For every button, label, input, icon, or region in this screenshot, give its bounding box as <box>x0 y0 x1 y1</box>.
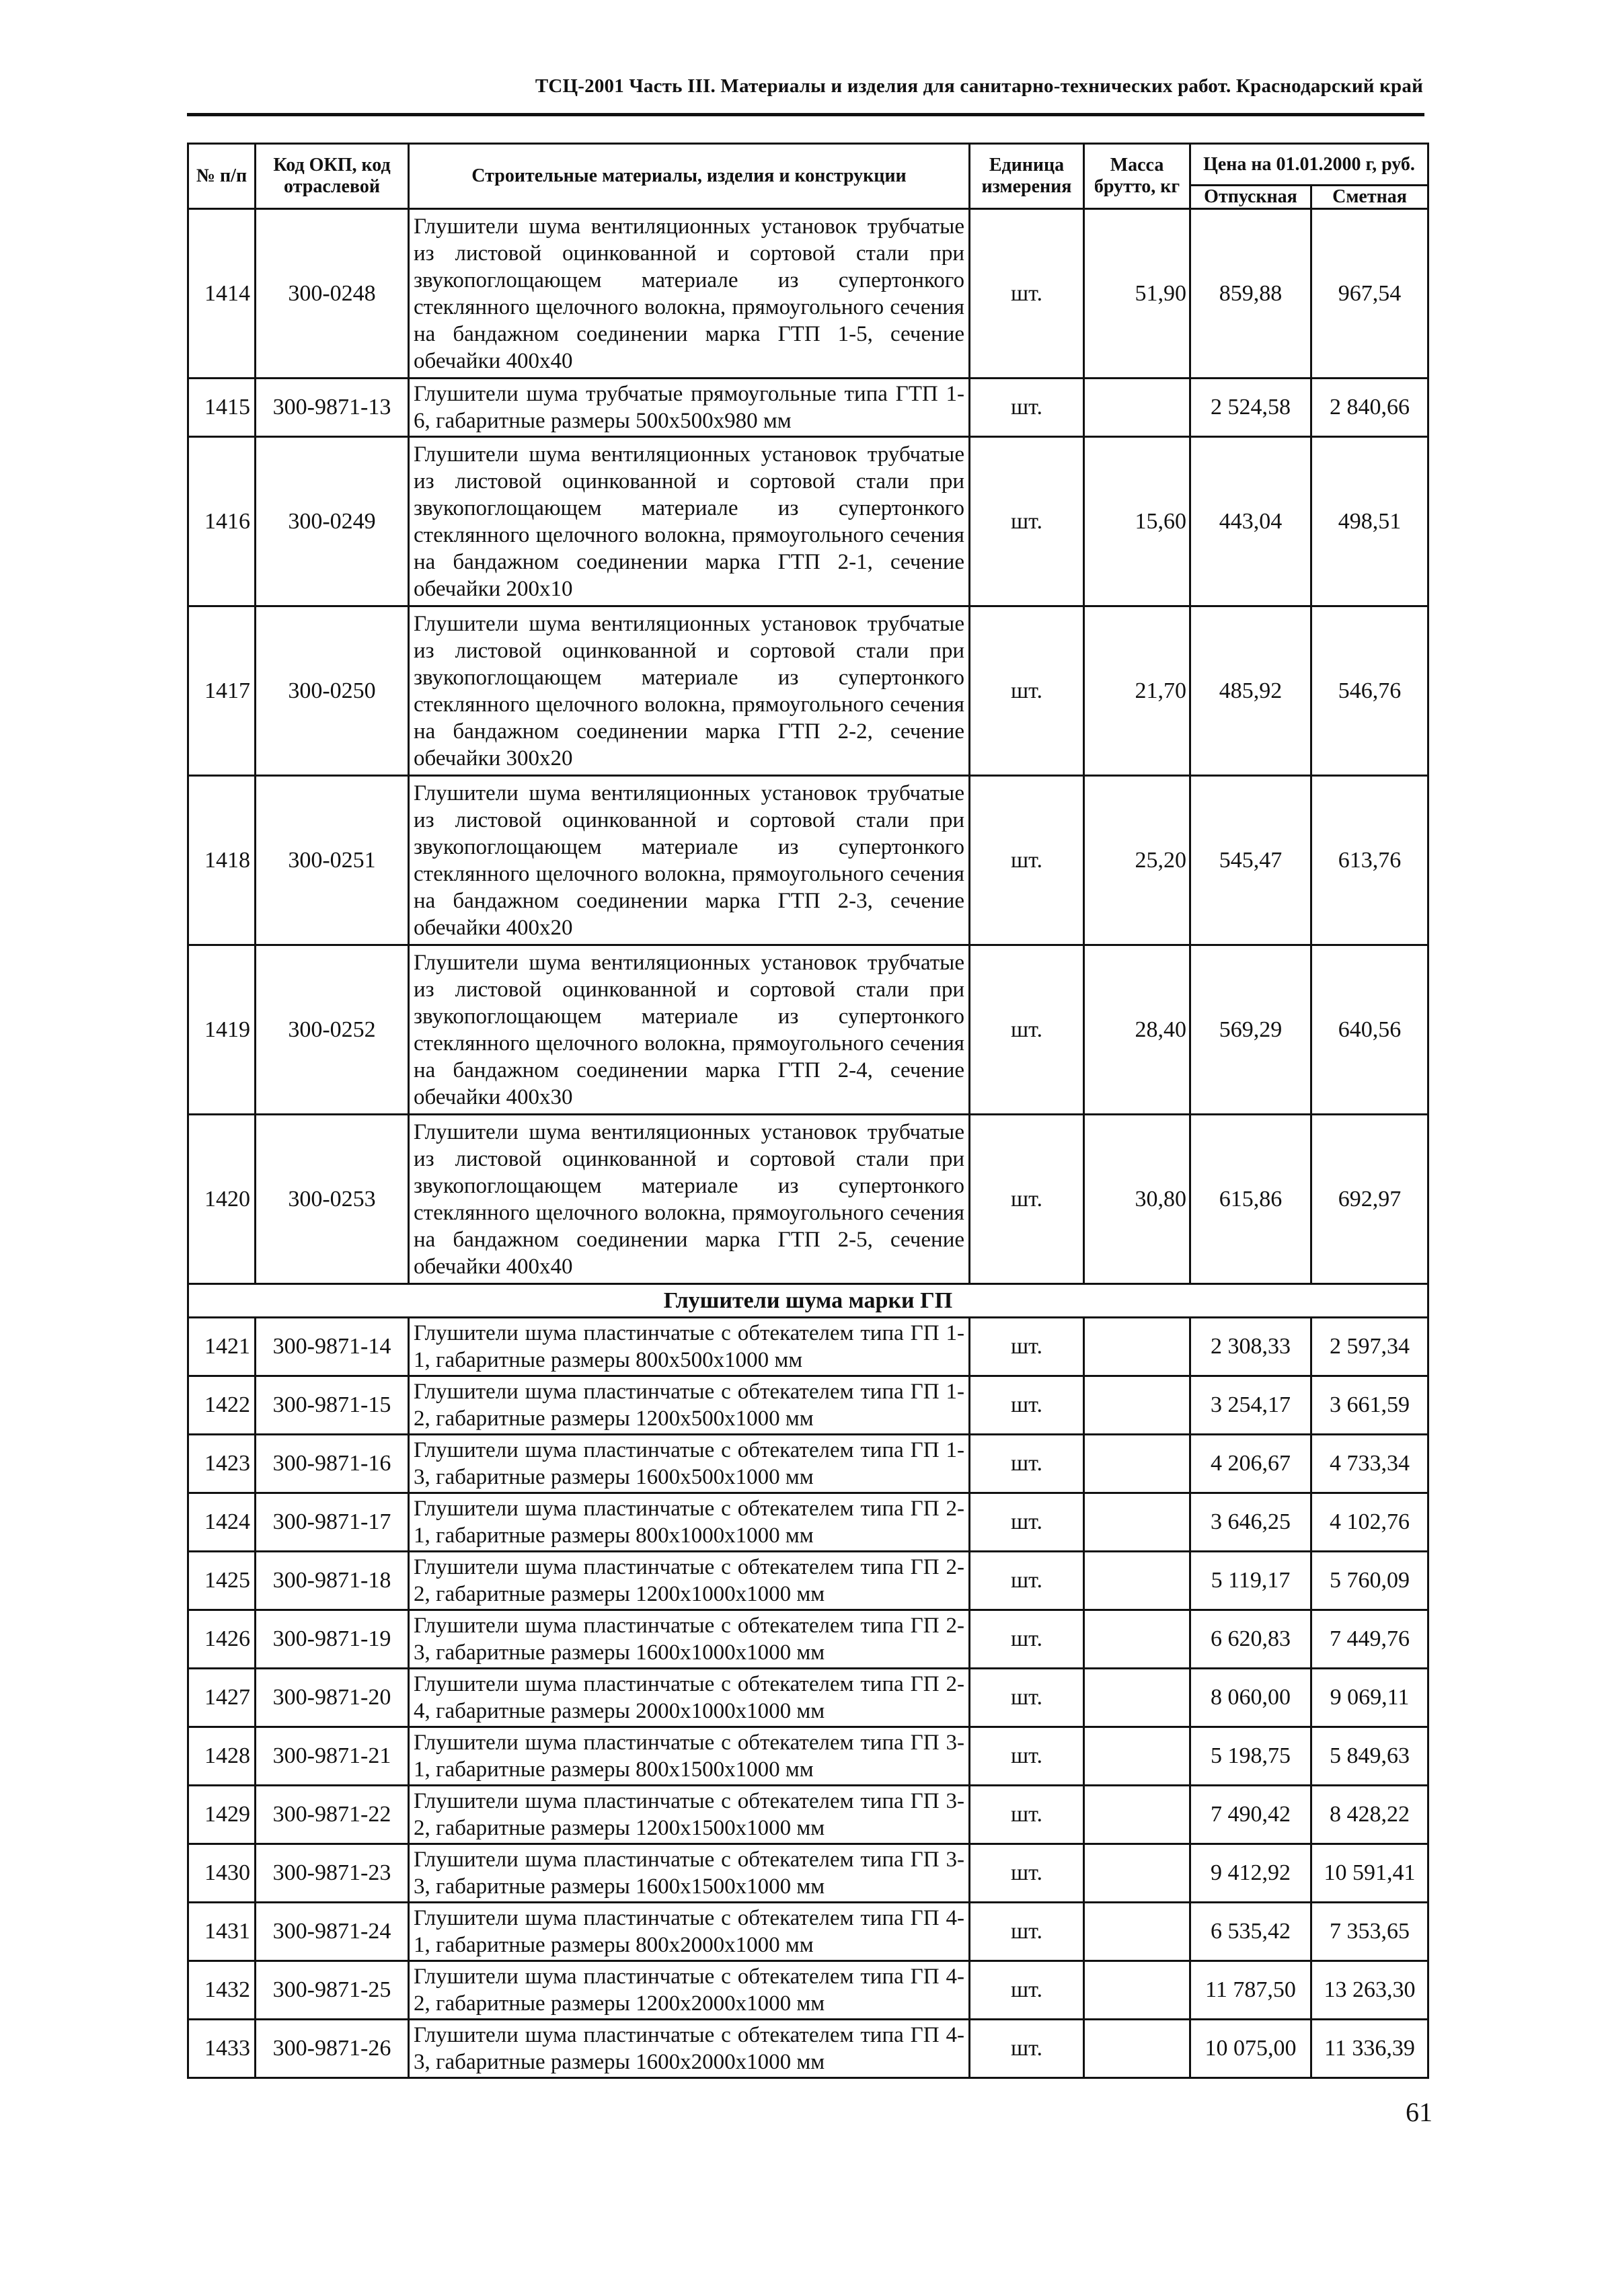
row-mass <box>1084 1318 1190 1376</box>
row-unit: шт. <box>970 1493 1084 1552</box>
table-row <box>188 1786 1428 1844</box>
row-unit: шт. <box>970 1727 1084 1786</box>
row-description: Глушители шума пластинчатые с обтекателем типа ГП 2-3, габаритные размеры 1600х1000х1000 мм <box>409 1610 970 1669</box>
row-code: 300-9871-13 <box>256 379 409 437</box>
table-row <box>188 437 1428 606</box>
col-price-estimate-header: Сметная <box>1311 186 1428 209</box>
row-description: Глушители шума пластинчатые с обтекателем типа ГП 3-3, габаритные размеры 1600х1500х1000 мм <box>409 1844 970 1903</box>
row-price-estimate: 5 849,63 <box>1311 1727 1428 1786</box>
table-row <box>188 945 1428 1115</box>
row-number: 1420 <box>188 1115 256 1284</box>
row-price-estimate: 546,76 <box>1311 606 1428 776</box>
row-description: Глушители шума пластинчатые с обтекателем типа ГП 3-2, габаритные размеры 1200х1500х1000 мм <box>409 1786 970 1844</box>
row-code: 300-9871-21 <box>256 1727 409 1786</box>
row-description: Глушители шума пластинчатые с обтекателем типа ГП 1-3, габаритные размеры 1600х500х1000 мм <box>409 1435 970 1493</box>
table-body-gp <box>188 1318 1428 2078</box>
row-price-release: 2 308,33 <box>1190 1318 1311 1376</box>
row-price-release: 5 198,75 <box>1190 1727 1311 1786</box>
row-mass <box>1084 2020 1190 2078</box>
table-row <box>188 1961 1428 2020</box>
row-description: Глушители шума вентиляционных установок трубчатые из листовой оцинкованной и сортовой стали при звукопоглощающем материале из супертонкого стеклянного щелочного волокна, прямоугольного сечения на бандажном соединении марка ГТП 2-4, сечение обечайки 400х30 <box>409 945 970 1115</box>
row-number: 1429 <box>188 1786 256 1844</box>
row-code: 300-9871-18 <box>256 1552 409 1610</box>
row-description: Глушители шума вентиляционных установок трубчатые из листовой оцинкованной и сортовой стали при звукопоглощающем материале из супертонкого стеклянного щелочного волокна, прямоугольного сечения на бандажном соединении марка ГТП 2-1, сечение обечайки 200х10 <box>409 437 970 606</box>
row-description: Глушители шума вентиляционных установок трубчатые из листовой оцинкованной и сортовой стали при звукопоглощающем материале из супертонкого стеклянного щелочного волокна, прямоугольного сечения на бандажном соединении марка ГТП 2-5, сечение обечайки 400х40 <box>409 1115 970 1284</box>
row-price-release: 569,29 <box>1190 945 1311 1115</box>
row-price-release: 5 119,17 <box>1190 1552 1311 1610</box>
table-row <box>188 1115 1428 1284</box>
row-unit: шт. <box>970 1552 1084 1610</box>
col-unit-header: Единица измерения <box>970 144 1084 209</box>
row-mass <box>1084 1435 1190 1493</box>
row-price-estimate: 11 336,39 <box>1311 2020 1428 2078</box>
row-price-estimate: 2 840,66 <box>1311 379 1428 437</box>
row-mass <box>1084 1727 1190 1786</box>
row-number: 1426 <box>188 1610 256 1669</box>
row-description: Глушители шума пластинчатые с обтекателем типа ГП 2-1, габаритные размеры 800х1000х1000 мм <box>409 1493 970 1552</box>
row-price-release: 10 075,00 <box>1190 2020 1311 2078</box>
row-description: Глушители шума пластинчатые с обтекателем типа ГП 3-1, габаритные размеры 800х1500х1000 мм <box>409 1727 970 1786</box>
row-code: 300-9871-26 <box>256 2020 409 2078</box>
row-price-estimate: 13 263,30 <box>1311 1961 1428 2020</box>
page-number: 61 <box>1406 2097 1433 2127</box>
row-code: 300-9871-15 <box>256 1376 409 1435</box>
row-unit: шт. <box>970 776 1084 945</box>
row-mass <box>1084 379 1190 437</box>
row-code: 300-0252 <box>256 945 409 1115</box>
table-row <box>188 1376 1428 1435</box>
row-description: Глушители шума вентиляционных установок трубчатые из листовой оцинкованной и сортовой стали при звукопоглощающем материале из супертонкого стеклянного щелочного волокна, прямоугольного сечения на бандажном соединении марка ГТП 1-5, сечение обечайки 400х40 <box>409 209 970 379</box>
row-price-estimate: 7 449,76 <box>1311 1610 1428 1669</box>
row-price-estimate: 967,54 <box>1311 209 1428 379</box>
row-unit: шт. <box>970 1903 1084 1961</box>
row-unit: шт. <box>970 1610 1084 1669</box>
row-mass: 28,40 <box>1084 945 1190 1115</box>
col-name-header: Строительные материалы, изделия и конструкции <box>409 144 970 209</box>
row-code: 300-9871-19 <box>256 1610 409 1669</box>
row-description: Глушители шума пластинчатые с обтекателем типа ГП 1-1, габаритные размеры 800х500х1000 мм <box>409 1318 970 1376</box>
row-price-release: 11 787,50 <box>1190 1961 1311 2020</box>
row-code: 300-0249 <box>256 437 409 606</box>
row-code: 300-9871-17 <box>256 1493 409 1552</box>
page-header <box>187 70 1424 116</box>
row-description: Глушители шума пластинчатые с обтекателем типа ГП 1-2, габаритные размеры 1200х500х1000 мм <box>409 1376 970 1435</box>
row-price-release: 545,47 <box>1190 776 1311 945</box>
row-unit: шт. <box>970 1115 1084 1284</box>
row-mass: 15,60 <box>1084 437 1190 606</box>
row-code: 300-0253 <box>256 1115 409 1284</box>
row-price-estimate: 2 597,34 <box>1311 1318 1428 1376</box>
row-price-release: 7 490,42 <box>1190 1786 1311 1844</box>
header-title: ТСЦ-2001 Часть III. Материалы и изделия для санитарно-технических работ. Краснодарский край <box>535 75 1423 97</box>
row-number: 1421 <box>188 1318 256 1376</box>
row-mass <box>1084 1903 1190 1961</box>
row-number: 1423 <box>188 1435 256 1493</box>
row-price-release: 615,86 <box>1190 1115 1311 1284</box>
row-number: 1417 <box>188 606 256 776</box>
row-description: Глушители шума пластинчатые с обтекателем типа ГП 2-2, габаритные размеры 1200х1000х1000 мм <box>409 1552 970 1610</box>
row-price-release: 3 646,25 <box>1190 1493 1311 1552</box>
row-unit: шт. <box>970 1435 1084 1493</box>
row-mass <box>1084 1844 1190 1903</box>
row-description: Глушители шума пластинчатые с обтекателем типа ГП 4-1, габаритные размеры 800х2000х1000 мм <box>409 1903 970 1961</box>
row-price-estimate: 640,56 <box>1311 945 1428 1115</box>
table-row <box>188 1844 1428 1903</box>
table-body-gtp <box>188 209 1428 1284</box>
row-price-estimate: 9 069,11 <box>1311 1669 1428 1727</box>
table-row <box>188 209 1428 379</box>
col-price-release-header: Отпускная <box>1190 186 1311 209</box>
row-unit: шт. <box>970 1318 1084 1376</box>
row-mass: 25,20 <box>1084 776 1190 945</box>
row-code: 300-0251 <box>256 776 409 945</box>
row-code: 300-0248 <box>256 209 409 379</box>
row-description: Глушители шума пластинчатые с обтекателем типа ГП 4-3, габаритные размеры 1600х2000х1000 мм <box>409 2020 970 2078</box>
table-row <box>188 1318 1428 1376</box>
row-number: 1430 <box>188 1844 256 1903</box>
table-header <box>188 144 1428 209</box>
row-price-estimate: 3 661,59 <box>1311 1376 1428 1435</box>
row-number: 1427 <box>188 1669 256 1727</box>
row-number: 1415 <box>188 379 256 437</box>
section-header <box>188 1284 1428 1318</box>
row-price-release: 2 524,58 <box>1190 379 1311 437</box>
row-price-estimate: 8 428,22 <box>1311 1786 1428 1844</box>
row-price-release: 8 060,00 <box>1190 1669 1311 1727</box>
row-price-release: 6 535,42 <box>1190 1903 1311 1961</box>
col-price-header: Цена на 01.01.2000 г, руб. <box>1190 144 1428 186</box>
row-price-estimate: 613,76 <box>1311 776 1428 945</box>
row-description: Глушители шума вентиляционных установок трубчатые из листовой оцинкованной и сортовой стали при звукопоглощающем материале из супертонкого стеклянного щелочного волокна, прямоугольного сечения на бандажном соединении марка ГТП 2-3, сечение обечайки 400х20 <box>409 776 970 945</box>
row-code: 300-9871-20 <box>256 1669 409 1727</box>
row-price-estimate: 4 102,76 <box>1311 1493 1428 1552</box>
row-unit: шт. <box>970 1786 1084 1844</box>
row-description: Глушители шума трубчатые прямоугольные типа ГТП 1-6, габаритные размеры 500х500х980 мм <box>409 379 970 437</box>
row-code: 300-9871-24 <box>256 1903 409 1961</box>
row-number: 1414 <box>188 209 256 379</box>
row-mass: 30,80 <box>1084 1115 1190 1284</box>
row-description: Глушители шума пластинчатые с обтекателем типа ГП 4-2, габаритные размеры 1200х2000х1000 мм <box>409 1961 970 2020</box>
row-mass <box>1084 1669 1190 1727</box>
col-num-header: № п/п <box>188 144 256 209</box>
row-price-estimate: 692,97 <box>1311 1115 1428 1284</box>
row-number: 1416 <box>188 437 256 606</box>
table-row <box>188 1669 1428 1727</box>
row-unit: шт. <box>970 1961 1084 2020</box>
row-number: 1425 <box>188 1552 256 1610</box>
row-code: 300-9871-25 <box>256 1961 409 2020</box>
row-mass <box>1084 1961 1190 2020</box>
row-mass: 51,90 <box>1084 209 1190 379</box>
row-price-estimate: 7 353,65 <box>1311 1903 1428 1961</box>
row-unit: шт. <box>970 945 1084 1115</box>
row-code: 300-9871-16 <box>256 1435 409 1493</box>
row-price-estimate: 4 733,34 <box>1311 1435 1428 1493</box>
row-code: 300-9871-14 <box>256 1318 409 1376</box>
row-code: 300-9871-23 <box>256 1844 409 1903</box>
row-mass <box>1084 1610 1190 1669</box>
row-unit: шт. <box>970 437 1084 606</box>
row-number: 1433 <box>188 2020 256 2078</box>
row-price-estimate: 498,51 <box>1311 437 1428 606</box>
table-row <box>188 1903 1428 1961</box>
row-number: 1419 <box>188 945 256 1115</box>
row-code: 300-0250 <box>256 606 409 776</box>
row-description: Глушители шума вентиляционных установок трубчатые из листовой оцинкованной и сортовой стали при звукопоглощающем материале из супертонкого стеклянного щелочного волокна, прямоугольного сечения на бандажном соединении марка ГТП 2-2, сечение обечайки 300х20 <box>409 606 970 776</box>
row-mass <box>1084 1786 1190 1844</box>
row-price-release: 859,88 <box>1190 209 1311 379</box>
row-price-release: 6 620,83 <box>1190 1610 1311 1669</box>
table-row <box>188 606 1428 776</box>
row-number: 1432 <box>188 1961 256 2020</box>
row-price-estimate: 5 760,09 <box>1311 1552 1428 1610</box>
row-unit: шт. <box>970 1376 1084 1435</box>
row-unit: шт. <box>970 379 1084 437</box>
table-row <box>188 2020 1428 2078</box>
row-number: 1422 <box>188 1376 256 1435</box>
section-title: Глушители шума марки ГП <box>188 1284 1428 1318</box>
table-row <box>188 1493 1428 1552</box>
table-row <box>188 1727 1428 1786</box>
table-row <box>188 1435 1428 1493</box>
row-price-release: 3 254,17 <box>1190 1376 1311 1435</box>
row-price-release: 4 206,67 <box>1190 1435 1311 1493</box>
row-price-estimate: 10 591,41 <box>1311 1844 1428 1903</box>
row-number: 1424 <box>188 1493 256 1552</box>
row-unit: шт. <box>970 1844 1084 1903</box>
col-code-header: Код ОКП, код отраслевой <box>256 144 409 209</box>
table-row <box>188 1552 1428 1610</box>
row-description: Глушители шума пластинчатые с обтекателем типа ГП 2-4, габаритные размеры 2000х1000х1000 мм <box>409 1669 970 1727</box>
row-mass <box>1084 1376 1190 1435</box>
row-price-release: 443,04 <box>1190 437 1311 606</box>
row-mass <box>1084 1552 1190 1610</box>
row-unit: шт. <box>970 209 1084 379</box>
row-unit: шт. <box>970 1669 1084 1727</box>
row-number: 1431 <box>188 1903 256 1961</box>
row-unit: шт. <box>970 2020 1084 2078</box>
table-row <box>188 776 1428 945</box>
row-price-release: 9 412,92 <box>1190 1844 1311 1903</box>
price-table <box>187 143 1429 2079</box>
table-row <box>188 379 1428 437</box>
col-mass-header: Масса брутто, кг <box>1084 144 1190 209</box>
row-mass <box>1084 1493 1190 1552</box>
table-row <box>188 1610 1428 1669</box>
row-code: 300-9871-22 <box>256 1786 409 1844</box>
row-mass: 21,70 <box>1084 606 1190 776</box>
row-unit: шт. <box>970 606 1084 776</box>
row-number: 1428 <box>188 1727 256 1786</box>
row-number: 1418 <box>188 776 256 945</box>
row-price-release: 485,92 <box>1190 606 1311 776</box>
